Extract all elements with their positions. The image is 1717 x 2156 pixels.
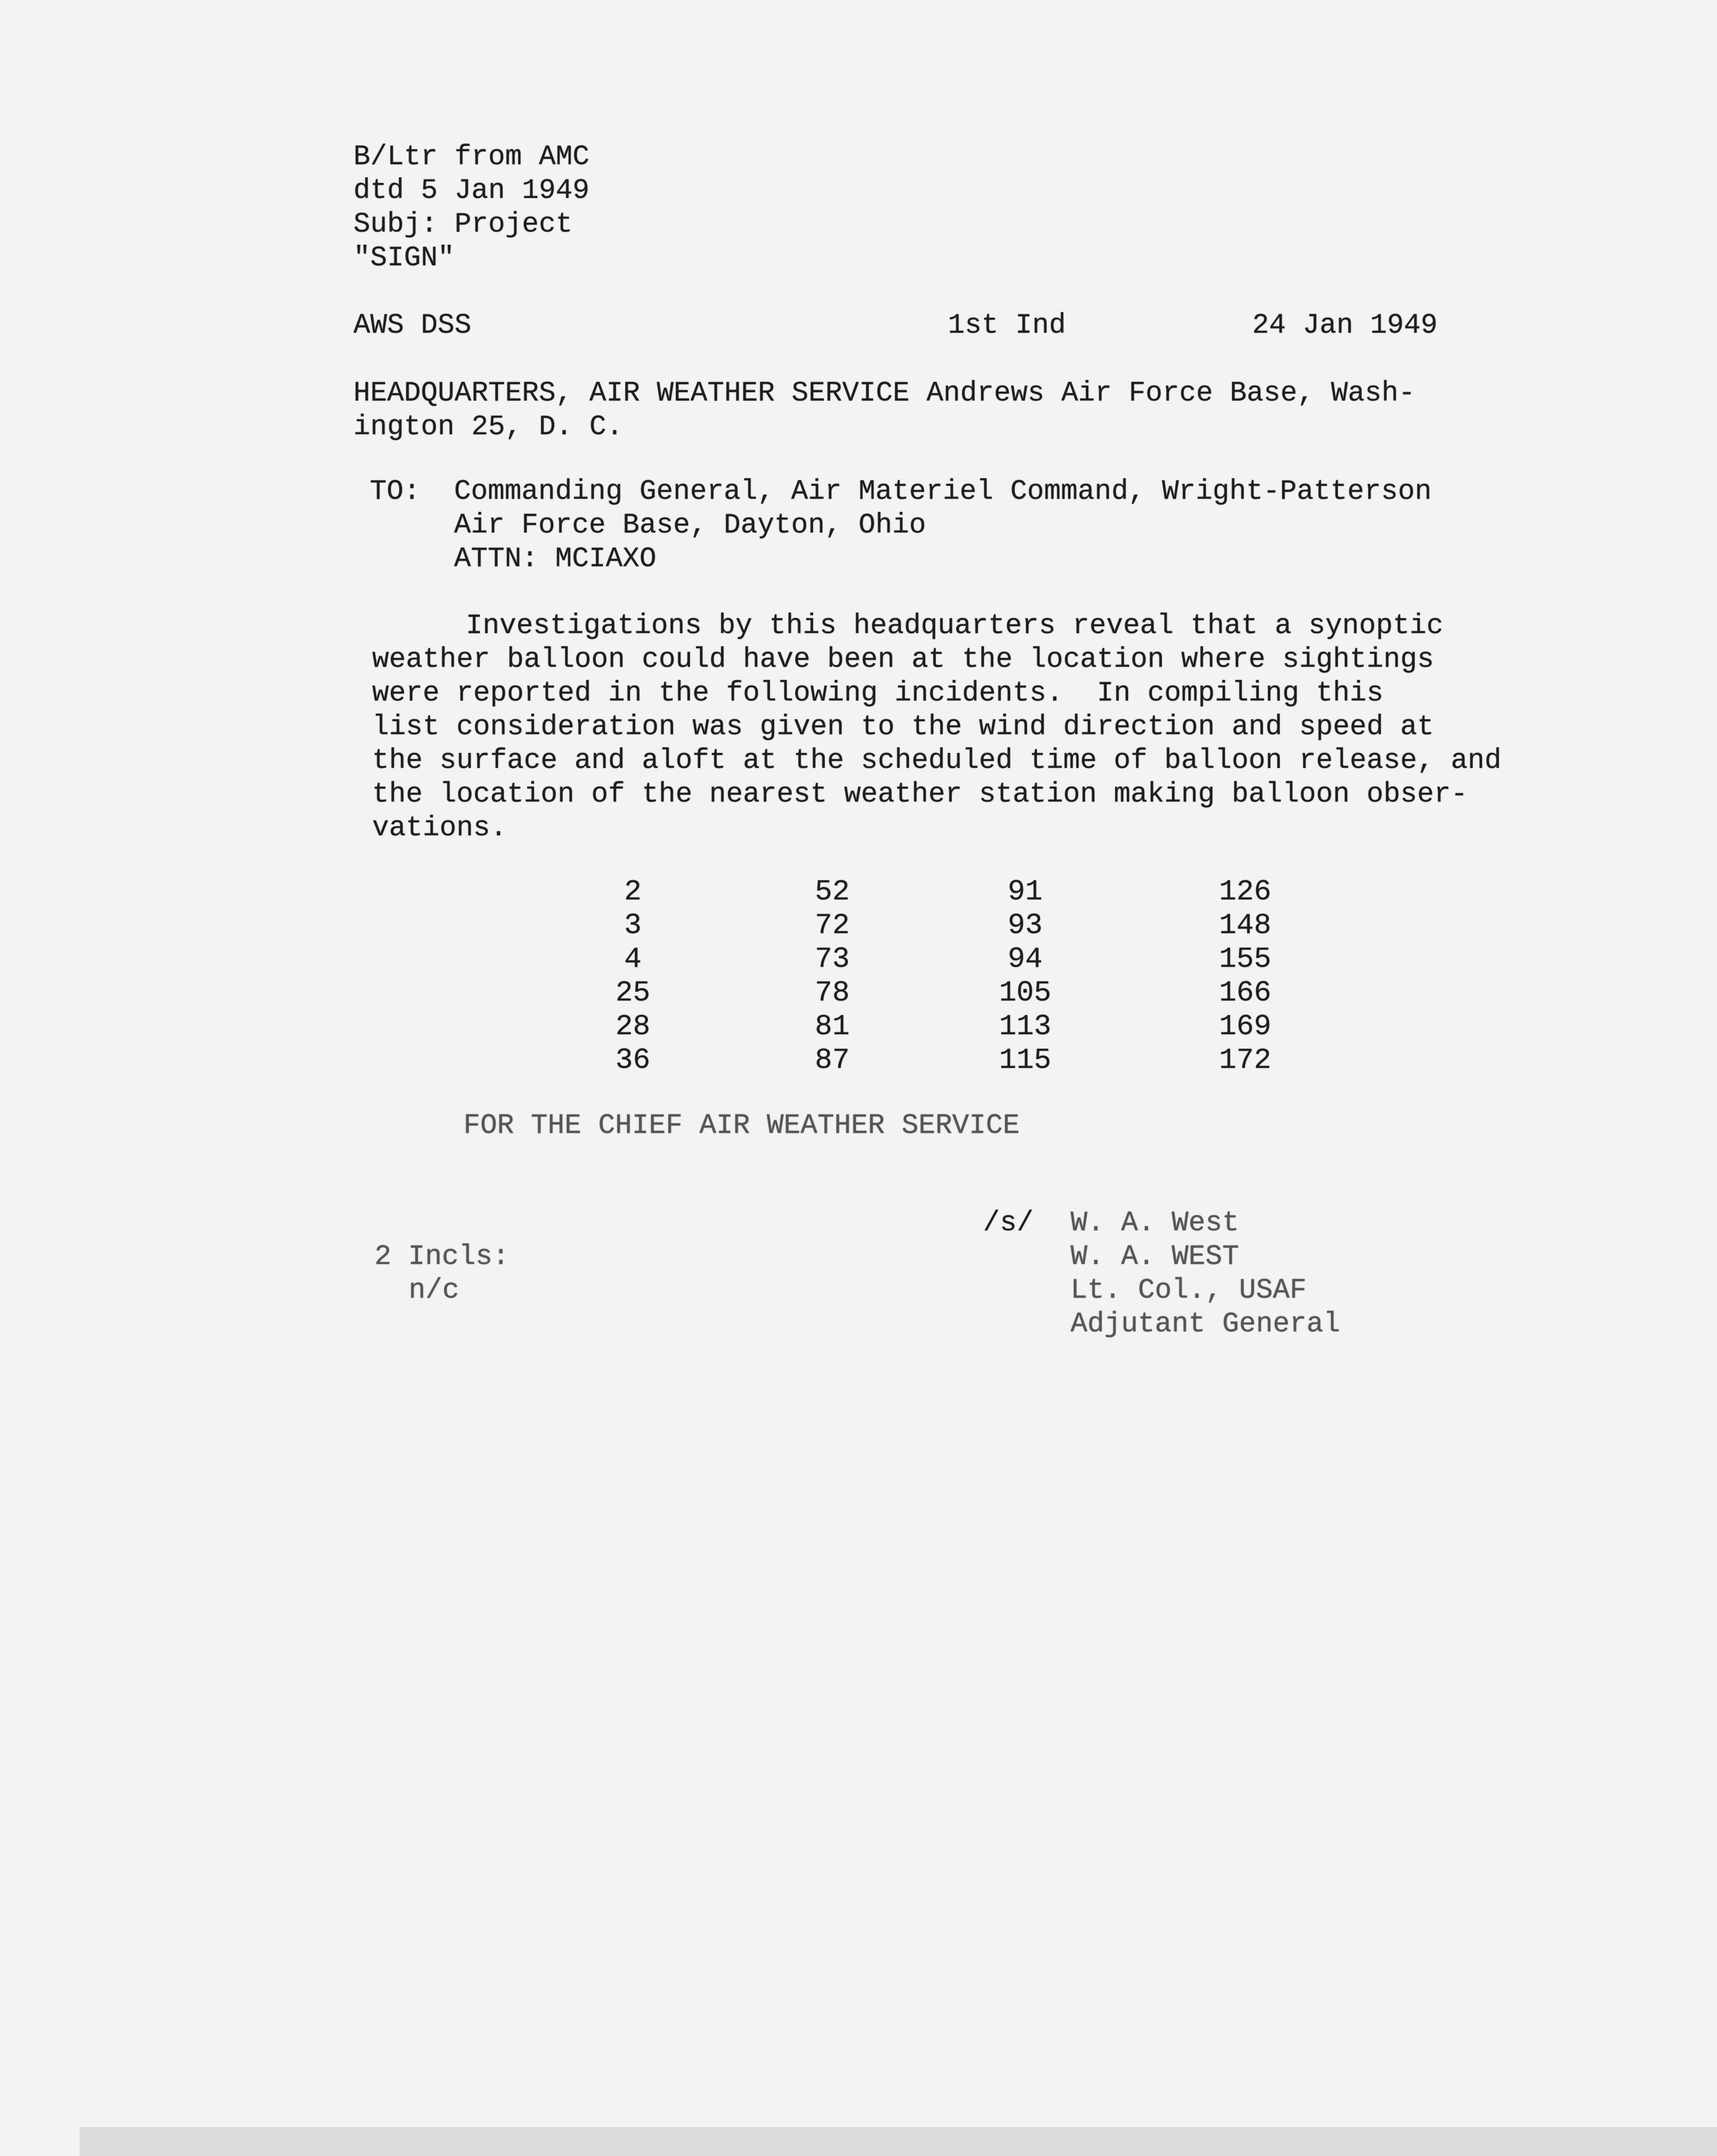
body-line: vations.: [372, 812, 507, 844]
body-line: list consideration was given to the wind direction and speed at: [372, 711, 1434, 743]
enclosures-line: 2 Incls:: [374, 1241, 510, 1273]
incident-number: 25: [615, 976, 651, 1009]
incident-number: 4: [624, 943, 642, 976]
body-line: Investigations by this headquarters reveal that a synoptic: [466, 610, 1444, 642]
closing-line: FOR THE CHIEF AIR WEATHER SERVICE: [463, 1110, 1020, 1142]
incident-number: 94: [1007, 943, 1043, 976]
incident-number: 2: [624, 875, 642, 908]
incident-number: 91: [1007, 875, 1043, 908]
incident-number: 73: [814, 943, 850, 976]
incident-number: 3: [624, 909, 642, 942]
document-date: 24 Jan 1949: [1252, 310, 1438, 342]
body-line: the location of the nearest weather station making balloon obser-: [372, 779, 1468, 811]
incident-number: 126: [1219, 875, 1271, 908]
incident-number: 155: [1219, 943, 1271, 976]
from-line: ington 25, D. C.: [353, 411, 624, 443]
signature-line: Adjutant General: [1071, 1308, 1341, 1340]
incident-number: 93: [1007, 909, 1043, 942]
enclosures-line: n/c: [409, 1275, 460, 1307]
incident-number: 115: [999, 1044, 1051, 1077]
incident-number: 105: [999, 976, 1051, 1009]
to-line: ATTN: MCIAXO: [454, 543, 657, 575]
incident-number: 72: [814, 909, 850, 942]
indorsement-number: 1st Ind: [948, 310, 1066, 342]
incident-number: 148: [1219, 909, 1271, 942]
reference-line: B/Ltr from AMC: [353, 141, 590, 173]
incident-number: 28: [615, 1010, 651, 1043]
scan-edge-strip: [80, 2127, 1717, 2156]
incident-number: 169: [1219, 1010, 1271, 1043]
incident-number: 113: [999, 1010, 1051, 1043]
to-label: TO:: [370, 476, 421, 508]
incident-number: 78: [814, 976, 850, 1009]
incident-number: 36: [615, 1044, 651, 1077]
signature-line: W. A. West: [1071, 1207, 1240, 1239]
incident-number: 52: [814, 875, 850, 908]
signature-line: W. A. WEST: [1071, 1241, 1240, 1273]
reference-line: "SIGN": [353, 242, 455, 274]
body-line: were reported in the following incidents. In compiling this: [372, 678, 1384, 709]
incident-number: 166: [1219, 976, 1271, 1009]
reference-line: Subj: Project: [353, 209, 573, 241]
incident-number: 172: [1219, 1044, 1271, 1077]
reference-line: dtd 5 Jan 1949: [353, 175, 590, 207]
body-line: weather balloon could have been at the location where sightings: [372, 644, 1434, 676]
from-line: HEADQUARTERS, AIR WEATHER SERVICE Andrews Air Force Base, Wash-: [353, 378, 1416, 409]
signature-line: Lt. Col., USAF: [1071, 1275, 1307, 1307]
signature-mark: /s/: [983, 1207, 1034, 1239]
incident-number: 87: [814, 1044, 850, 1077]
office-symbol: AWS DSS: [353, 310, 472, 342]
to-line: Air Force Base, Dayton, Ohio: [454, 510, 926, 541]
to-line: Commanding General, Air Materiel Command, Wright-Patterson: [454, 476, 1432, 508]
incident-number: 81: [814, 1010, 850, 1043]
body-line: the surface and aloft at the scheduled time of balloon release, and: [372, 745, 1502, 777]
